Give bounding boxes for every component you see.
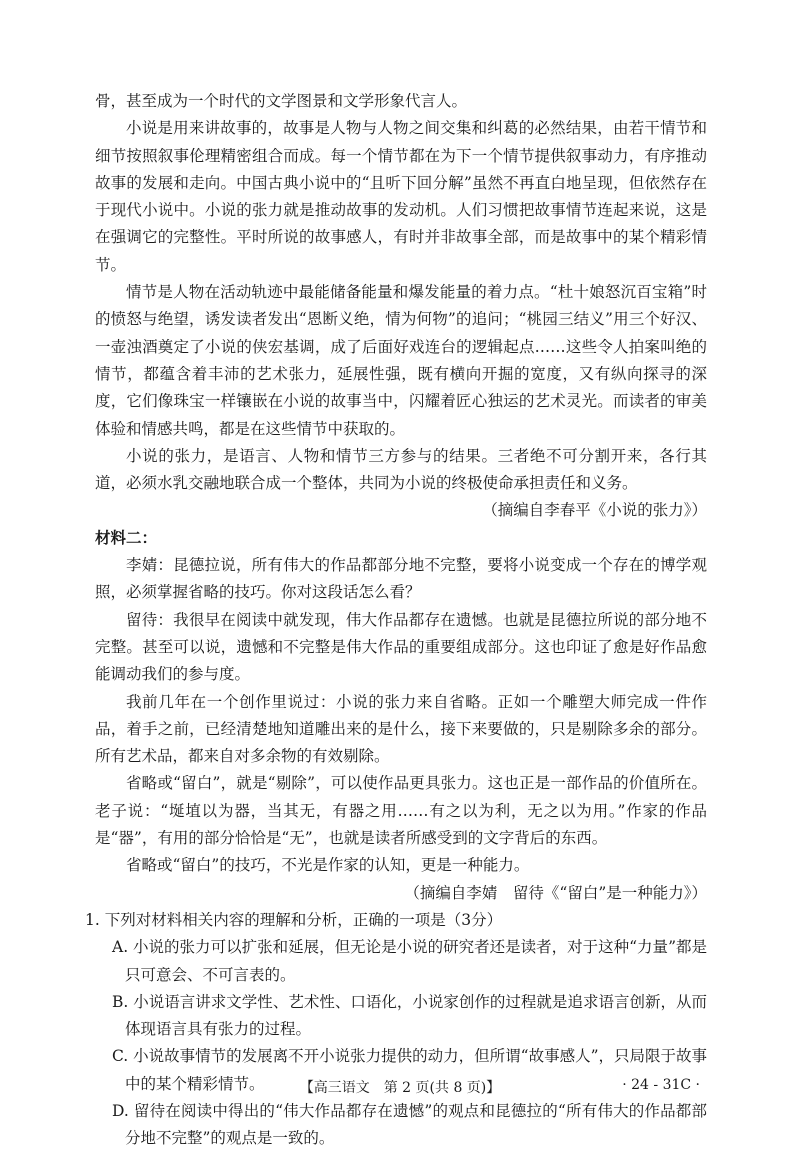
paragraph-blank-space: 省略或“留白”，就是“剔除”，可以使作品更具张力。这也正是一部作品的价值所在。老子说：“埏埴以为器，当其无，有器之用……有之以为利，无之以为用。”作家的作品是“器”，有用的部分恰恰是“无”，也就是读者所感受到的文字背后的东西。: [95, 774, 707, 848]
footer-page-info: 【高三语文 第 2 页(共 8 页)】: [299, 1080, 501, 1096]
question-1-option-c: C. 小说故事情节的发展离不开小说张力提供的动力，但所谓“故事感人”，只局限于故事中的某个精彩情节。: [112, 1047, 708, 1093]
paragraph-omission: 我前几年在一个创作里说过：小说的张力来自省略。正如一个雕塑大师完成一件作品，着手之前，已经清楚地知道雕出来的是什么，接下来要做的，只是剔除多余的部分。所有艺术品，都来自对多余物的有效剔除。: [95, 692, 707, 766]
paragraph-tension-result: 小说的张力，是语言、人物和情节三方参与的结果。三者绝不可分割开来，各行其道，必须水乳交融地联合成一个整体，共同为小说的终极使命承担责任和义务。: [95, 446, 707, 493]
source-citation-1: （摘编自李春平《小说的张力》）: [482, 501, 707, 520]
question-1-option-b: B. 小说语言讲求文学性、艺术性、口语化，小说家创作的过程就是追求语言创新，从而体现语言具有张力的过程。: [112, 992, 707, 1039]
material-two-heading: 材料二：: [95, 528, 158, 547]
paragraph-continuation: 骨，甚至成为一个时代的文学图景和文学形象代言人。: [95, 92, 468, 110]
question-1-stem: 1. 下列对材料相关内容的理解和分析，正确的一项是（3分）: [85, 910, 503, 929]
paragraph-interview-answer: 留待：我很早在阅读中就发现，伟大作品都存在遗憾。也就是昆德拉所说的部分地不完整。甚至可以说，遗憾和不完整是伟大作品的重要组成部分。这也印证了愈是好作品愈能调动我们的参与度。: [95, 610, 707, 684]
question-1-option-a: A. 小说的张力可以扩张和延展，但无论是小说的研究者还是读者，对于这种“力量”都是只可意会、不可言表的。: [112, 938, 707, 984]
paragraph-ability: 省略或“留白”的技巧，不光是作家的认知，更是一种能力。: [126, 856, 530, 875]
question-1-option-d: D. 留待在阅读中得出的“伟大作品都存在遗憾”的观点和昆德拉的“所有伟大的作品都部分地不完整”的观点是一致的。: [112, 1101, 707, 1148]
paragraph-story-plot: 小说是用来讲故事的，故事是人物与人物之间交集和纠葛的必然结果，由若干情节和细节按照叙事伦理精密组合而成。每一个情节都在为下一个情节提供叙事动力，有序推动故事的发展和走向。中国古典小说中的“且听下回分解”虽然不再直白地呈现，但依然存在于现代小说中。小说的张力就是推动故事的发动机。人们习惯把故事情节连起来说，这是在强调它的完整性。平时所说的故事感人，有时并非故事全部，而是故事中的某个精彩情节。: [95, 119, 707, 274]
source-citation-2: （摘编自李婧 留待《“留白”是一种能力》）: [404, 883, 707, 902]
page-content: [85, 88, 708, 1153]
paragraph-interview-question: 李婧：昆德拉说，所有伟大的作品都部分地不完整，要将小说变成一个存在的博学观照，必须掌握省略的技巧。你对这段话怎么看？: [95, 556, 707, 602]
footer-exam-code: · 24 - 31C ·: [622, 1077, 700, 1093]
paragraph-plot-energy: 情节是人物在活动轨迹中最能储备能量和爆发能量的着力点。“杜十娘怒沉百宝箱”时的愤怒与绝望，诱发读者发出“恩断义绝，情为何物”的追问；“桃园三结义”用三个好汉、一壶浊酒奠定了小说的侠宏基调，成了后面好戏连台的逻辑起点……这些令人拍案叫绝的情节，都蕴含着丰沛的艺术张力，延展性强，既有横向开掘的宽度，又有纵向探寻的深度，它们像珠宝一样镶嵌在小说的故事当中，闪耀着匠心独运的艺术灵光。而读者的审美体验和情感共鸣，都是在这些情节中获取的。: [95, 283, 707, 438]
